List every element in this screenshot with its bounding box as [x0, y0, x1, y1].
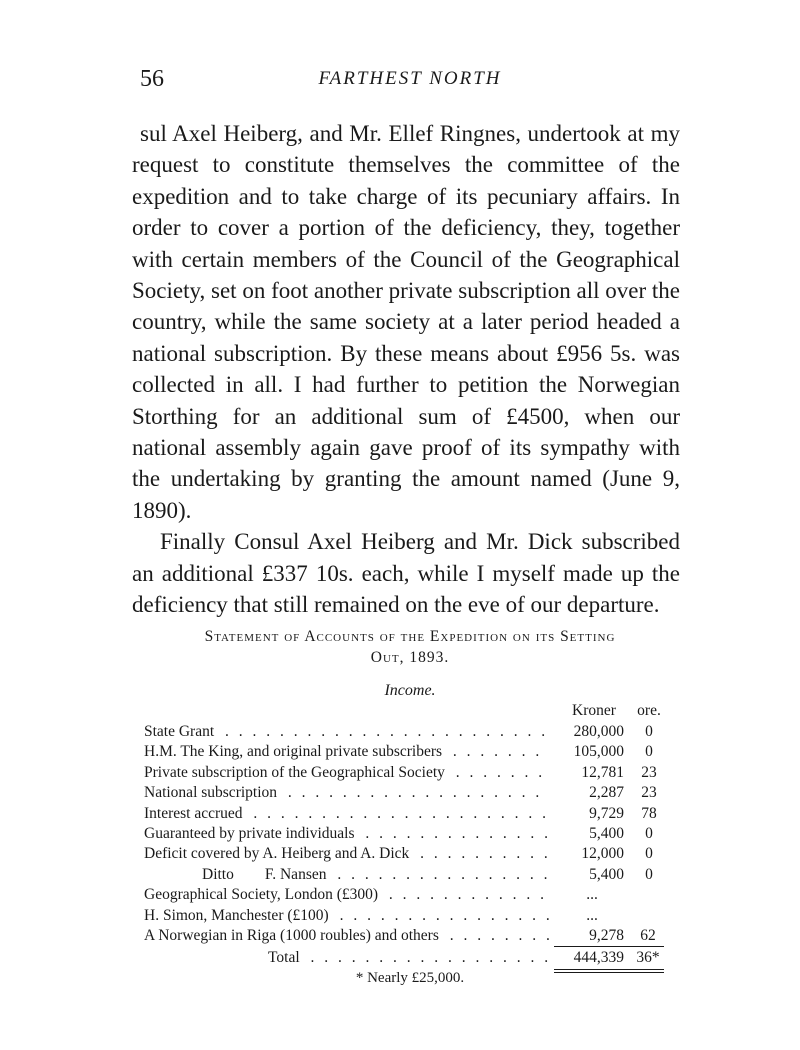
footnote: * Nearly £25,000. — [355, 970, 465, 986]
row-kroner: 280,000 — [573, 723, 624, 740]
row-kroner: 12,781 — [581, 763, 624, 781]
table-row — [144, 804, 674, 824]
row-ore: 23 — [641, 784, 657, 802]
column-header-ore: ore. — [637, 702, 661, 719]
table-row — [144, 763, 674, 783]
row-description: Guaranteed by private individuals — [144, 825, 358, 842]
row-description: Ditto F. Nansen — [202, 866, 330, 883]
row-kroner: 9,278 — [589, 926, 624, 944]
table-row — [144, 885, 674, 905]
row-description: Deficit covered by A. Heiberg and A. Dick — [144, 845, 413, 862]
accounts-table — [144, 702, 674, 969]
row-description: H.M. The King, and original private subscribers — [144, 743, 446, 760]
row-description: State Grant — [144, 723, 218, 740]
row-ore: 0 — [645, 865, 653, 883]
row-kroner: ... — [586, 906, 598, 924]
row-description: A Norwegian in Riga (1000 roubles) and others — [144, 927, 443, 944]
column-header-kroner: Kroner — [572, 702, 616, 719]
accounts-header — [144, 702, 674, 722]
paragraph: sul Axel Heiberg, and Mr. Ellef Ringnes, undertook at my request to constitute themselves the committee of the expedition and to take charge of its pecuniary affairs. In order to cover a portion of the deficiency, they, together with certain members of the Council of the Geographical Society, set on foot another private subscription all over the country, while the same society at a later period headed a national subscription. By these means about £956 5s. was collected in all. I had further to petition the Norwegian Storthing for an additional sum of £4500, when our national assembly again gave proof of its sympathy with the undertaking by granting the amount named (June 9, 1890). — [132, 121, 680, 523]
row-kroner: 12,000 — [581, 845, 624, 863]
statement-title-line: Out, 1893. — [370, 649, 450, 666]
table-row — [144, 824, 674, 844]
row-amount — [554, 926, 664, 947]
table-row — [144, 844, 674, 864]
body-text — [132, 118, 680, 621]
paragraph: Finally Consul Axel Heiberg and Mr. Dick subscribed an additional £337 10s. each, while I myself made up the deficiency that still remained on the eve of our departure. — [132, 529, 680, 618]
row-ore: 0 — [645, 723, 653, 740]
page-header — [140, 66, 680, 96]
table-row — [144, 906, 674, 926]
section-label: Income. — [384, 682, 436, 699]
row-ore: 0 — [645, 845, 653, 863]
row-kroner: 5,400 — [589, 824, 624, 842]
table-row — [144, 926, 674, 946]
row-ore: 23 — [641, 763, 657, 781]
running-title: FARTHEST NORTH — [318, 68, 502, 89]
statement-title-line: Statement of Accounts of the Expedition on its Setting — [204, 628, 616, 645]
table-row — [144, 783, 674, 803]
row-ore: 0 — [645, 824, 653, 842]
total-kroner: 444,339 — [573, 949, 624, 967]
table-row — [144, 722, 674, 742]
row-kroner: 105,000 — [573, 743, 624, 761]
row-ore: 78 — [641, 804, 657, 822]
page-number: 56 — [140, 66, 164, 92]
row-description: H. Simon, Manchester (£100) — [144, 907, 333, 924]
row-description: National subscription — [144, 784, 281, 801]
total-label: Total — [268, 949, 304, 966]
table-row — [144, 742, 674, 762]
total-ore: 36* — [636, 949, 660, 967]
row-kroner: 2,287 — [589, 784, 624, 802]
row-kroner: 9,729 — [589, 804, 624, 822]
row-description: Private subscription of the Geographical Society — [144, 764, 449, 781]
row-ore: 0 — [645, 743, 653, 761]
row-kroner: ... — [586, 886, 598, 904]
table-row — [144, 865, 674, 885]
row-kroner: 5,400 — [589, 865, 624, 883]
row-description: Geographical Society, London (£300) — [144, 886, 382, 903]
row-description: Interest accrued — [144, 805, 247, 822]
total-row — [144, 947, 674, 969]
row-ore: 62 — [640, 926, 656, 944]
statement-title — [140, 626, 680, 668]
